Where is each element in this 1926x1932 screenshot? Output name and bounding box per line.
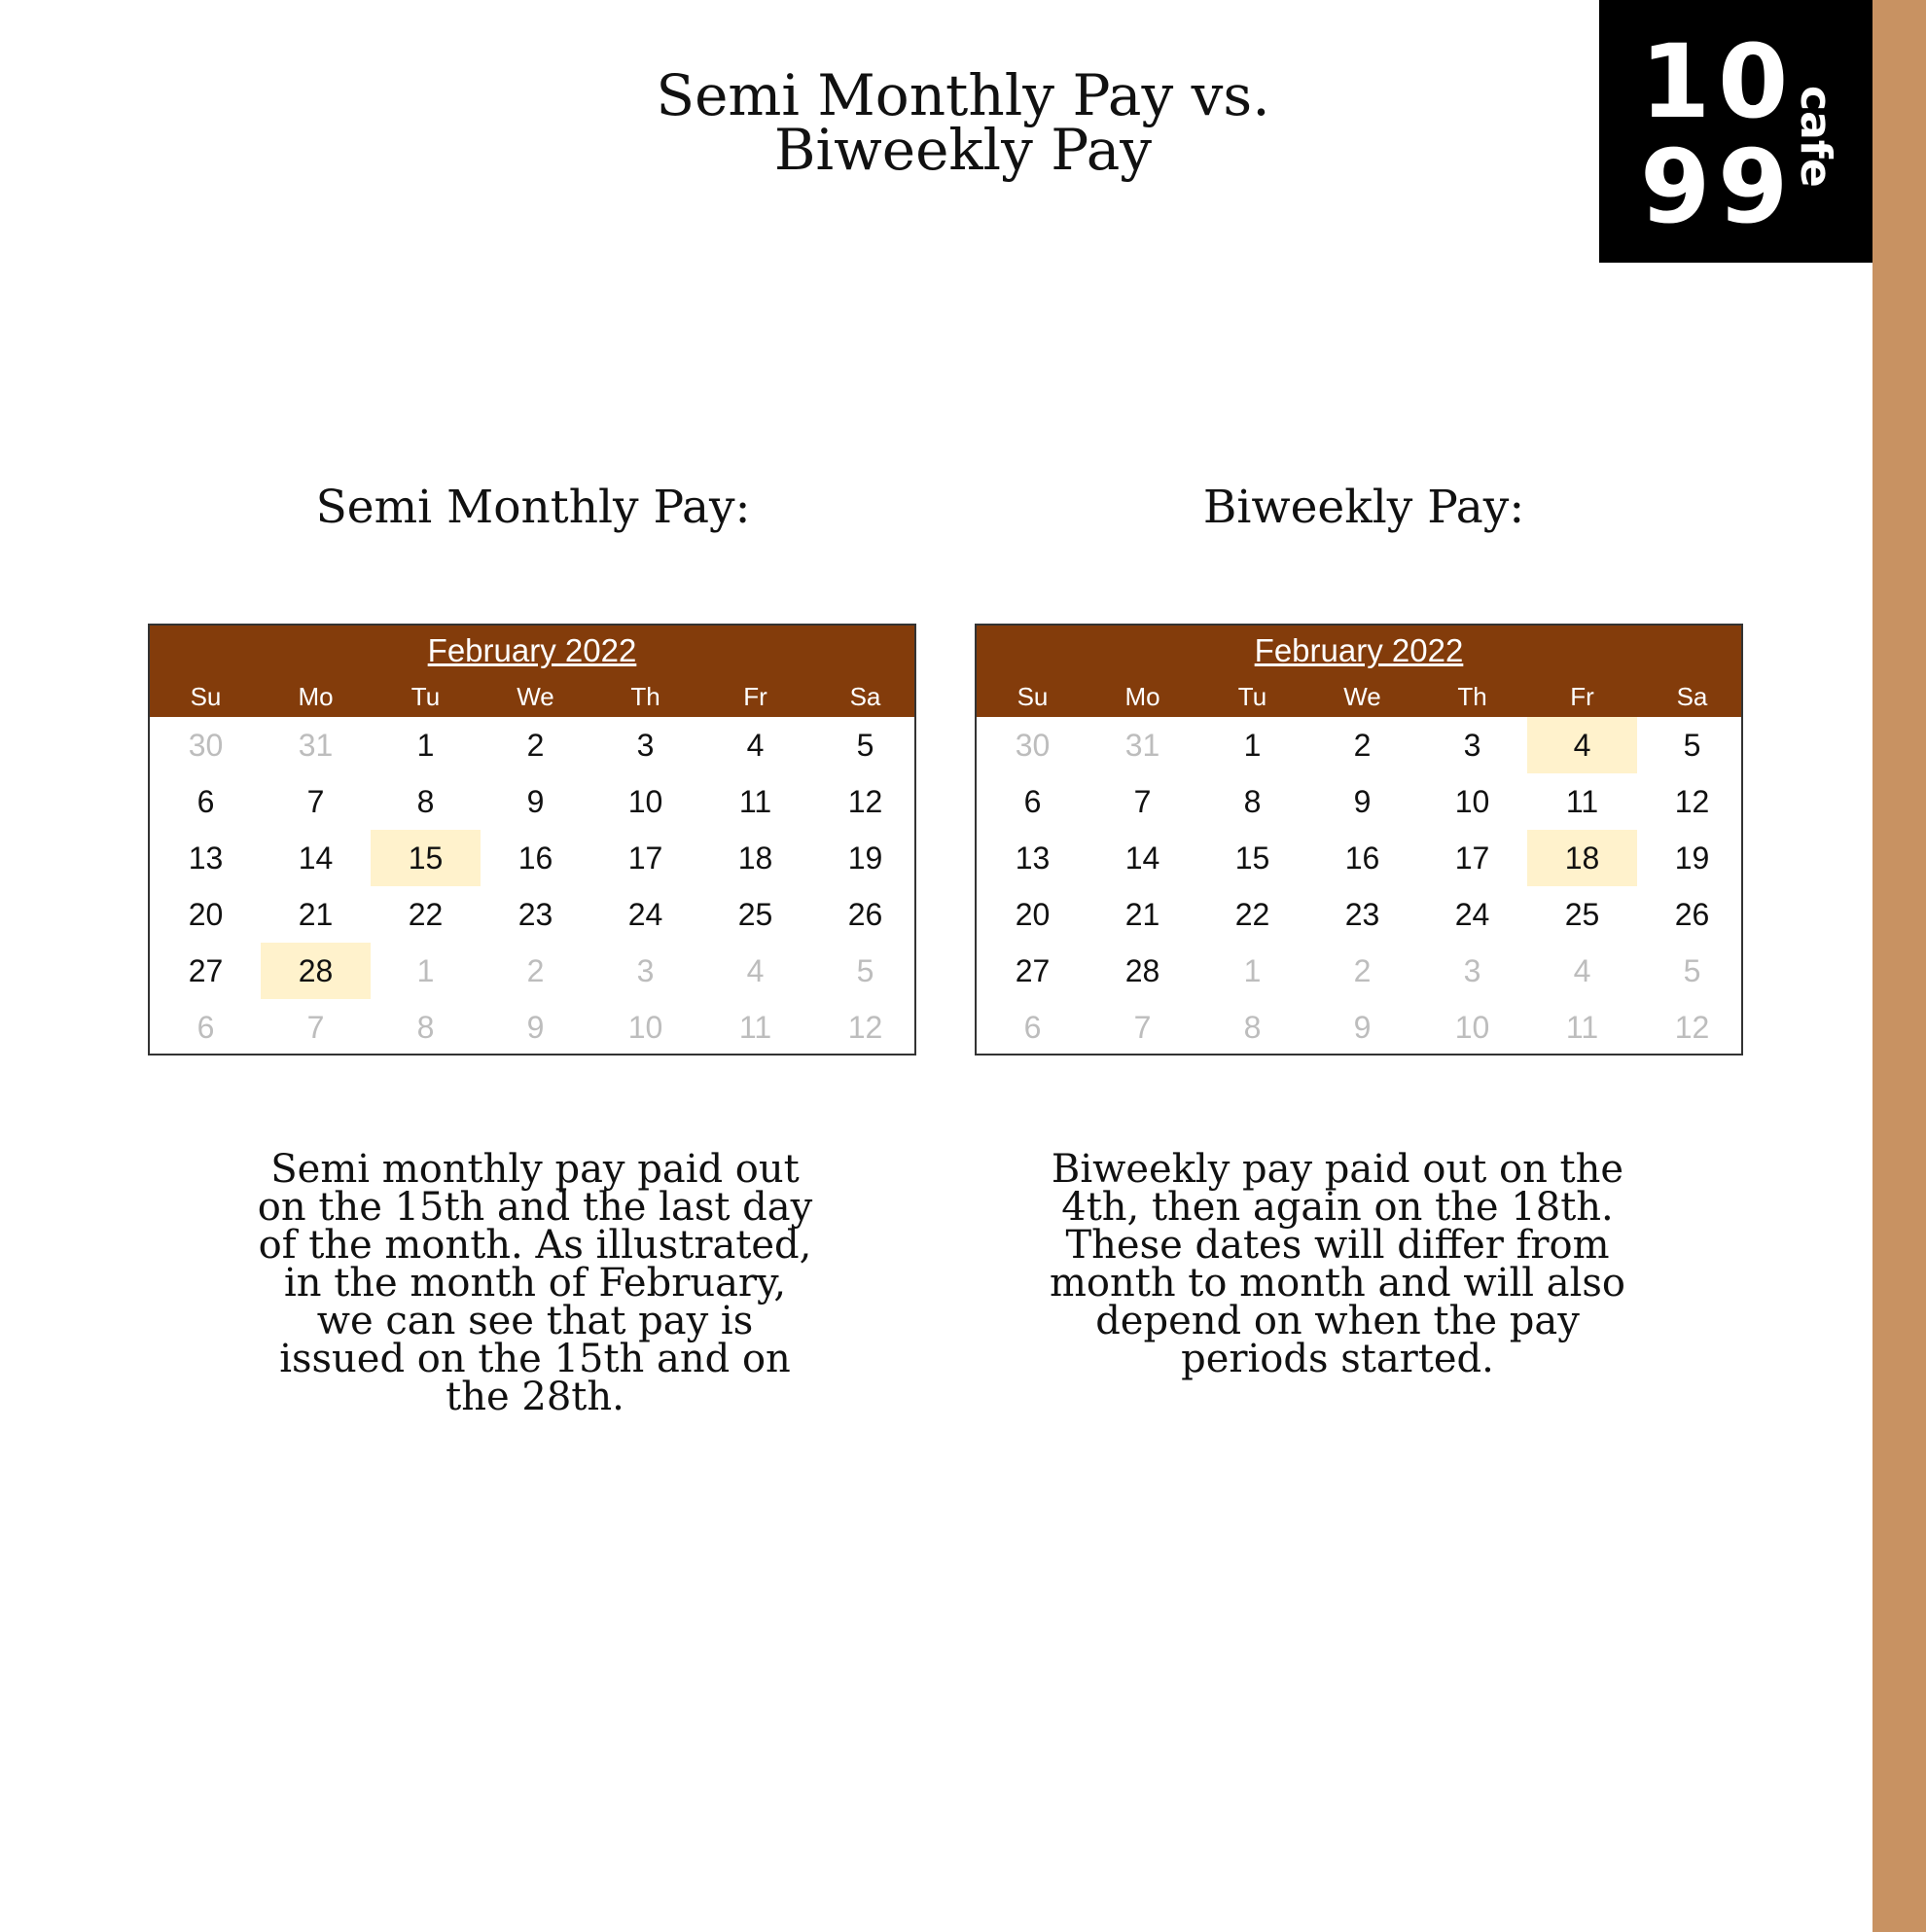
calendar-day: 31 xyxy=(1124,728,1160,763)
calendar-day: 13 xyxy=(188,841,224,876)
calendar-day: 23 xyxy=(1344,897,1380,932)
calendar-day: 23 xyxy=(517,897,553,932)
calendar-day: 4 xyxy=(1573,953,1591,988)
calendar-day: 6 xyxy=(1023,784,1042,819)
calendar-day: 10 xyxy=(627,784,663,819)
weekday-label: Mo xyxy=(298,682,334,711)
description-line: depend on when the pay xyxy=(1095,1299,1580,1343)
calendar-day: 12 xyxy=(1674,784,1710,819)
weekday-label: Th xyxy=(1457,682,1487,711)
logo-digit: 0 xyxy=(1718,22,1789,141)
calendar-day: 8 xyxy=(416,1010,435,1045)
calendar-day: 19 xyxy=(1674,841,1710,876)
calendar-day: 14 xyxy=(1124,841,1160,876)
description-line: Semi monthly pay paid out xyxy=(270,1147,800,1192)
calendar-day: 8 xyxy=(416,784,435,819)
calendar-day: 12 xyxy=(847,1010,883,1045)
calendar-day: 9 xyxy=(526,1010,545,1045)
calendar-day: 15 xyxy=(1234,841,1270,876)
calendar-day: 14 xyxy=(298,841,334,876)
side-stripe xyxy=(1872,0,1926,1932)
description-line: on the 15th and the last day xyxy=(257,1185,813,1230)
calendar-day: 22 xyxy=(1234,897,1270,932)
logo-digit: 9 xyxy=(1640,127,1711,246)
description-line: month to month and will also xyxy=(1049,1261,1626,1306)
biweekly-heading: Biweekly Pay: xyxy=(1202,481,1525,534)
logo-digit: 9 xyxy=(1718,127,1789,246)
calendar-day: 7 xyxy=(306,1010,325,1045)
calendar-day: 17 xyxy=(1454,841,1490,876)
calendar-day: 10 xyxy=(1454,1010,1490,1045)
weekday-label: Tu xyxy=(1237,682,1267,711)
weekday-label: Sa xyxy=(849,682,881,711)
description-line: in the month of February, xyxy=(283,1261,787,1306)
calendar-day: 25 xyxy=(1564,897,1600,932)
calendar-day: 11 xyxy=(738,1010,772,1045)
calendar-day: 11 xyxy=(1565,1010,1599,1045)
weekday-label: We xyxy=(517,682,554,711)
calendar-day: 5 xyxy=(1683,728,1701,763)
biweekly-calendar xyxy=(975,624,1743,1055)
calendar-day: 3 xyxy=(636,953,655,988)
calendar-day: 3 xyxy=(1463,728,1481,763)
calendar-day: 5 xyxy=(1683,953,1701,988)
calendar-day: 1 xyxy=(1243,953,1262,988)
calendar-day: 13 xyxy=(1015,841,1051,876)
calendar-day: 4 xyxy=(746,953,765,988)
payday-cell: 4 xyxy=(1527,717,1637,773)
calendar-day: 16 xyxy=(517,841,553,876)
description-line: issued on the 15th and on xyxy=(279,1337,791,1381)
weekday-label: Mo xyxy=(1124,682,1160,711)
calendar-day: 11 xyxy=(738,784,772,819)
description-line: the 28th. xyxy=(446,1375,624,1419)
description-line: we can see that pay is xyxy=(316,1299,754,1343)
calendar-day: 30 xyxy=(1015,728,1051,763)
calendar-day: 7 xyxy=(1133,1010,1152,1045)
payday-cell: 28 xyxy=(261,943,371,999)
calendar-day: 16 xyxy=(1344,841,1380,876)
calendar-day: 5 xyxy=(856,728,874,763)
calendar-day: 2 xyxy=(1353,728,1372,763)
logo-digit: 1 xyxy=(1640,22,1711,141)
weekday-label: Fr xyxy=(1570,682,1594,711)
calendar-day: 18 xyxy=(737,841,773,876)
calendar-header xyxy=(150,626,914,717)
calendar-day: 7 xyxy=(1133,784,1152,819)
calendar-day: 22 xyxy=(408,897,444,932)
calendar-day: 6 xyxy=(196,784,215,819)
calendar-day: 12 xyxy=(847,784,883,819)
calendar-day: 10 xyxy=(1454,784,1490,819)
calendar-day: 30 xyxy=(188,728,224,763)
calendar-day: 27 xyxy=(1015,953,1051,988)
calendar-day: 24 xyxy=(1454,897,1490,932)
brand-logo xyxy=(1599,0,1872,263)
weekday-label: Th xyxy=(630,682,660,711)
description-line: Biweekly pay paid out on the xyxy=(1051,1147,1624,1192)
calendar-day: 9 xyxy=(526,784,545,819)
calendar-day: 28 xyxy=(1124,953,1160,988)
weekday-label: We xyxy=(1343,682,1381,711)
calendar-day: 2 xyxy=(1353,953,1372,988)
weekday-label: Sa xyxy=(1676,682,1708,711)
page-title xyxy=(603,62,1323,183)
calendar-day: 1 xyxy=(416,953,435,988)
calendar-month-title: February 2022 xyxy=(427,632,637,668)
calendar-day: 25 xyxy=(737,897,773,932)
calendar-day: 31 xyxy=(298,728,334,763)
calendar-day: 20 xyxy=(1015,897,1051,932)
calendar-day: 4 xyxy=(746,728,765,763)
calendar-day: 6 xyxy=(1023,1010,1042,1045)
payday-cell: 15 xyxy=(371,830,481,886)
calendar-day: 12 xyxy=(1674,1010,1710,1045)
calendar-day: 27 xyxy=(188,953,224,988)
calendar-day: 3 xyxy=(1463,953,1481,988)
calendar-day: 7 xyxy=(306,784,325,819)
semi-monthly-calendar xyxy=(148,624,916,1055)
weekday-label: Tu xyxy=(410,682,441,711)
logo-word: cafe xyxy=(1791,86,1840,188)
page-title-line: Semi Monthly Pay vs. xyxy=(656,62,1270,128)
calendar-day: 20 xyxy=(188,897,224,932)
calendar-day: 3 xyxy=(636,728,655,763)
weekday-label: Su xyxy=(190,682,222,711)
calendar-day: 2 xyxy=(526,953,545,988)
calendar-day: 9 xyxy=(1353,784,1372,819)
calendar-day: 9 xyxy=(1353,1010,1372,1045)
calendar-day: 6 xyxy=(196,1010,215,1045)
weekday-label: Fr xyxy=(743,682,767,711)
page-title-line: Biweekly Pay xyxy=(773,117,1153,183)
weekday-label: Su xyxy=(1016,682,1049,711)
calendar-day: 1 xyxy=(416,728,435,763)
calendar-day: 26 xyxy=(847,897,883,932)
semi-monthly-description xyxy=(185,1147,885,1419)
calendar-day: 21 xyxy=(1124,897,1160,932)
calendar-day: 8 xyxy=(1243,1010,1262,1045)
calendar-header xyxy=(977,626,1741,717)
semi-monthly-heading: Semi Monthly Pay: xyxy=(315,481,751,534)
calendar-day: 5 xyxy=(856,953,874,988)
calendar-day: 2 xyxy=(526,728,545,763)
calendar-day: 21 xyxy=(298,897,334,932)
calendar-day: 11 xyxy=(1565,784,1599,819)
description-line: These dates will differ from xyxy=(1065,1223,1610,1268)
calendar-day: 17 xyxy=(627,841,663,876)
payday-cell: 18 xyxy=(1527,830,1637,886)
calendar-day: 19 xyxy=(847,841,883,876)
description-line: of the month. As illustrated, xyxy=(258,1223,812,1268)
biweekly-description xyxy=(987,1147,1688,1381)
calendar-day: 1 xyxy=(1243,728,1262,763)
calendar-day: 26 xyxy=(1674,897,1710,932)
calendar-day: 24 xyxy=(627,897,663,932)
description-line: periods started. xyxy=(1181,1337,1494,1381)
calendar-month-title: February 2022 xyxy=(1254,632,1464,668)
calendar-day: 10 xyxy=(627,1010,663,1045)
description-line: 4th, then again on the 18th. xyxy=(1061,1185,1614,1230)
calendar-day: 8 xyxy=(1243,784,1262,819)
